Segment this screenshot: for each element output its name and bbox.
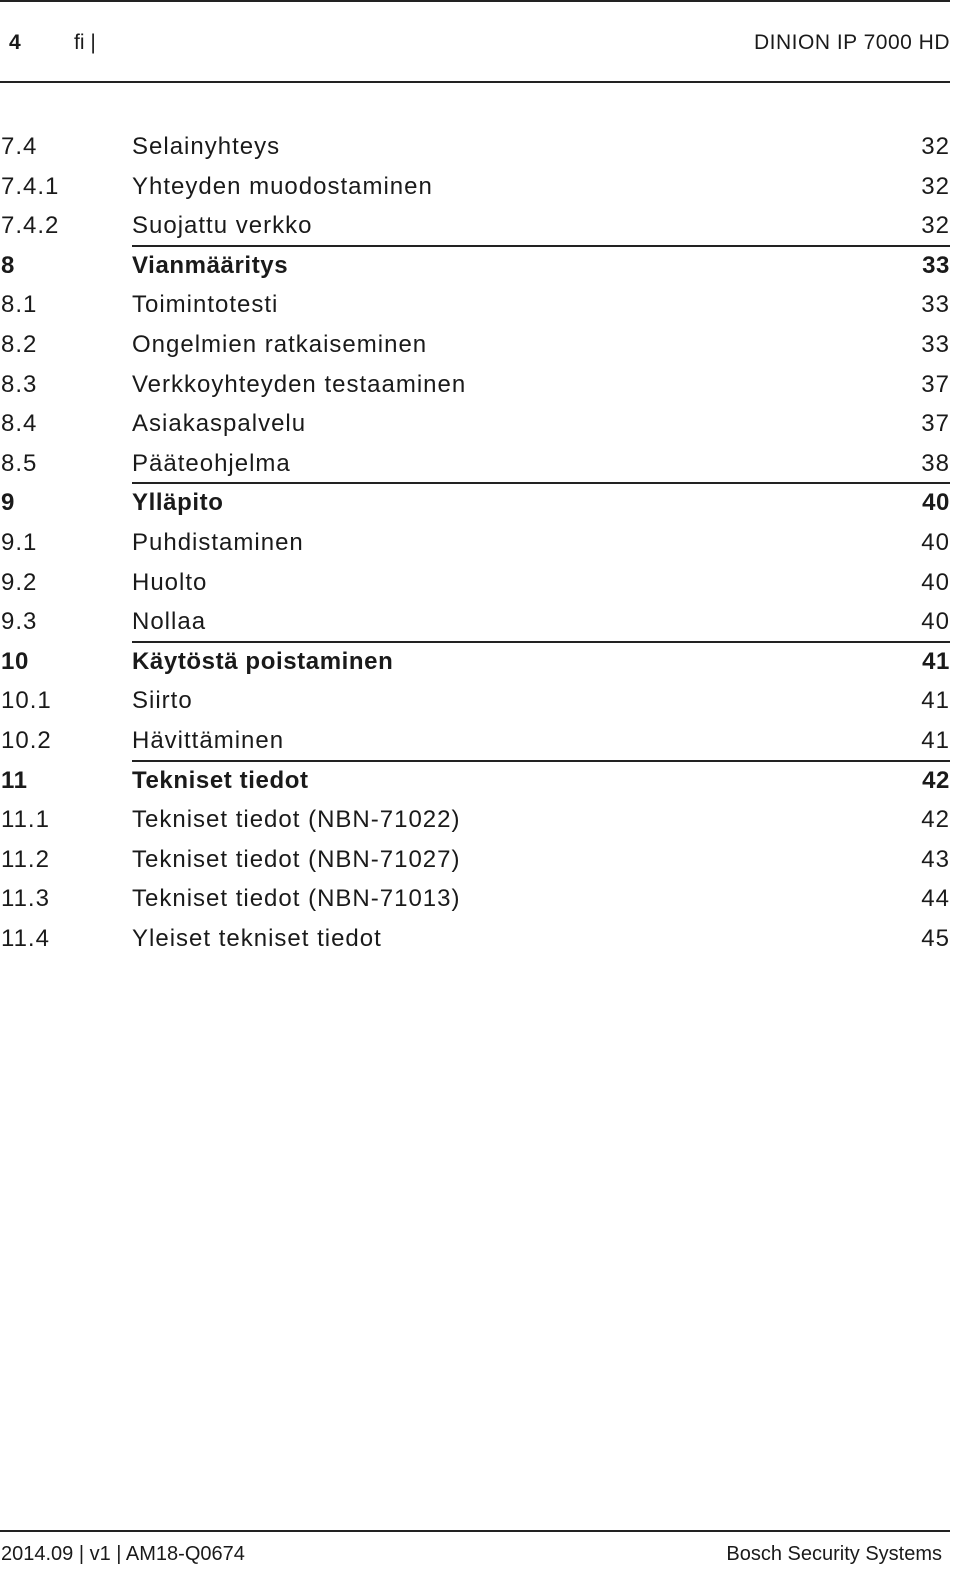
toc-entry-number: 11 (1, 766, 28, 794)
toc-entry-title[interactable]: Selainyhteys (132, 133, 281, 160)
toc-entry-row[interactable] (0, 285, 950, 325)
page-footer (0, 1540, 950, 1568)
toc-entry-page: 32 (921, 212, 950, 240)
toc-entry-page: 45 (921, 924, 950, 952)
toc-entry-page: 44 (921, 885, 950, 913)
toc-entry-title[interactable]: Ylläpito (132, 489, 224, 517)
toc-entry-page: 40 (922, 489, 950, 517)
toc-entry-title[interactable]: Tekniset tiedot (NBN-71022) (132, 806, 461, 834)
toc-entry-row[interactable] (0, 444, 950, 484)
toc-entry-row[interactable] (0, 206, 950, 246)
toc-entry-title[interactable]: Huolto (132, 568, 208, 596)
toc-entry-number: 8.3 (1, 370, 38, 398)
toc-entry-page: 33 (921, 291, 950, 319)
toc-entry-title[interactable]: Tekniset tiedot (NBN-71027) (132, 845, 461, 873)
toc-entry-row[interactable] (0, 325, 950, 365)
toc-entry-number: 7.4.1 (1, 172, 60, 200)
toc-entry-title[interactable]: Vianmääritys (132, 251, 289, 279)
toc-entry-number: 8.2 (1, 330, 38, 358)
toc-entry-title[interactable]: Suojattu verkko (132, 212, 313, 240)
toc-chapter-row[interactable] (0, 642, 950, 682)
toc-entry-number: 7.4.2 (1, 212, 60, 240)
toc-entry-page: 37 (921, 370, 950, 398)
toc-entry-number: 11.4 (1, 924, 50, 952)
toc-entry-row[interactable] (0, 721, 950, 761)
toc-entry-number: 8.4 (1, 410, 38, 438)
toc-chapter-row[interactable] (0, 483, 950, 523)
toc-entry-number: 8.1 (1, 291, 38, 319)
toc-entry-row[interactable] (0, 919, 950, 959)
toc-entry-page: 33 (921, 330, 950, 358)
toc-entry-title[interactable]: Hävittäminen (132, 726, 285, 754)
toc-entry-page: 40 (921, 568, 950, 596)
toc-entry-page: 42 (922, 766, 950, 794)
toc-entry-row[interactable] (0, 800, 950, 840)
toc-entry-number: 8.5 (1, 449, 38, 477)
toc-entry-page: 43 (921, 845, 950, 873)
toc-chapter-row[interactable] (0, 761, 950, 801)
page-header (0, 28, 950, 58)
toc-entry-row[interactable] (0, 879, 950, 919)
toc-entry-page: 33 (922, 251, 950, 279)
toc-entry-row[interactable] (0, 523, 950, 563)
top-border-rule (0, 0, 950, 2)
toc-entry-row[interactable] (0, 563, 950, 603)
toc-entry-page: 32 (921, 172, 950, 200)
toc-entry-title[interactable]: Yleiset tekniset tiedot (132, 924, 382, 952)
toc-entry-title[interactable]: Asiakaspalvelu (132, 410, 307, 438)
toc-entry-row[interactable] (0, 602, 950, 642)
toc-entry-title[interactable]: Toimintotesti (132, 291, 279, 319)
toc-entry-row[interactable] (0, 404, 950, 444)
toc-entry-number: 11.3 (1, 885, 50, 913)
toc-entry-page: 40 (921, 608, 950, 636)
toc-chapter-row[interactable] (0, 246, 950, 286)
footer-doc-info: 2014.09 | v1 | AM18-Q0674 (1, 1543, 245, 1565)
toc-entry-page: 37 (921, 410, 950, 438)
toc-entry-number: 11.2 (1, 845, 50, 873)
toc-entry-row[interactable] (0, 365, 950, 405)
toc-entry-number: 9 (1, 489, 15, 517)
toc-entry-row[interactable] (0, 681, 950, 721)
toc-entry-row[interactable] (0, 127, 950, 167)
toc-entry-number: 10 (1, 647, 29, 675)
toc-entry-number: 10.1 (1, 687, 52, 715)
page-number: 4 (9, 31, 21, 54)
toc-entry-page: 41 (921, 687, 950, 715)
table-of-contents (0, 127, 950, 958)
toc-entry-page: 40 (921, 528, 950, 556)
toc-entry-row[interactable] (0, 840, 950, 880)
toc-entry-title[interactable]: Tekniset tiedot (NBN-71013) (132, 885, 461, 913)
language-code: fi | (74, 31, 96, 54)
document-title: DINION IP 7000 HD (753, 31, 950, 54)
toc-entry-title[interactable]: Puhdistaminen (132, 528, 304, 556)
header-rule (0, 81, 950, 83)
toc-entry-page: 41 (922, 647, 950, 675)
toc-entry-page: 32 (921, 133, 950, 160)
footer-company: Bosch Security Systems (726, 1543, 942, 1565)
toc-entry-title[interactable]: Pääteohjelma (132, 449, 291, 477)
toc-entry-title[interactable]: Nollaa (132, 608, 207, 636)
toc-entry-title[interactable]: Siirto (132, 687, 193, 715)
toc-entry-number: 11.1 (1, 806, 50, 834)
toc-entry-title[interactable]: Verkkoyhteyden testaaminen (132, 370, 467, 398)
toc-entry-number: 9.1 (1, 528, 38, 556)
toc-entry-number: 8 (1, 251, 15, 279)
toc-entry-number: 9.3 (1, 608, 38, 636)
toc-entry-title[interactable]: Ongelmien ratkaiseminen (132, 330, 428, 358)
toc-entry-page: 42 (921, 806, 950, 834)
toc-entry-title[interactable]: Tekniset tiedot (132, 766, 309, 794)
toc-entry-title[interactable]: Käytöstä poistaminen (132, 647, 394, 675)
toc-entry-page: 41 (921, 726, 950, 754)
toc-entry-number: 9.2 (1, 568, 38, 596)
toc-entry-number: 7.4 (1, 133, 38, 160)
toc-entry-title[interactable]: Yhteyden muodostaminen (132, 172, 433, 200)
toc-entry-page: 38 (921, 449, 950, 477)
footer-rule (0, 1530, 950, 1532)
toc-entry-number: 10.2 (1, 726, 52, 754)
toc-entry-row[interactable] (0, 167, 950, 207)
